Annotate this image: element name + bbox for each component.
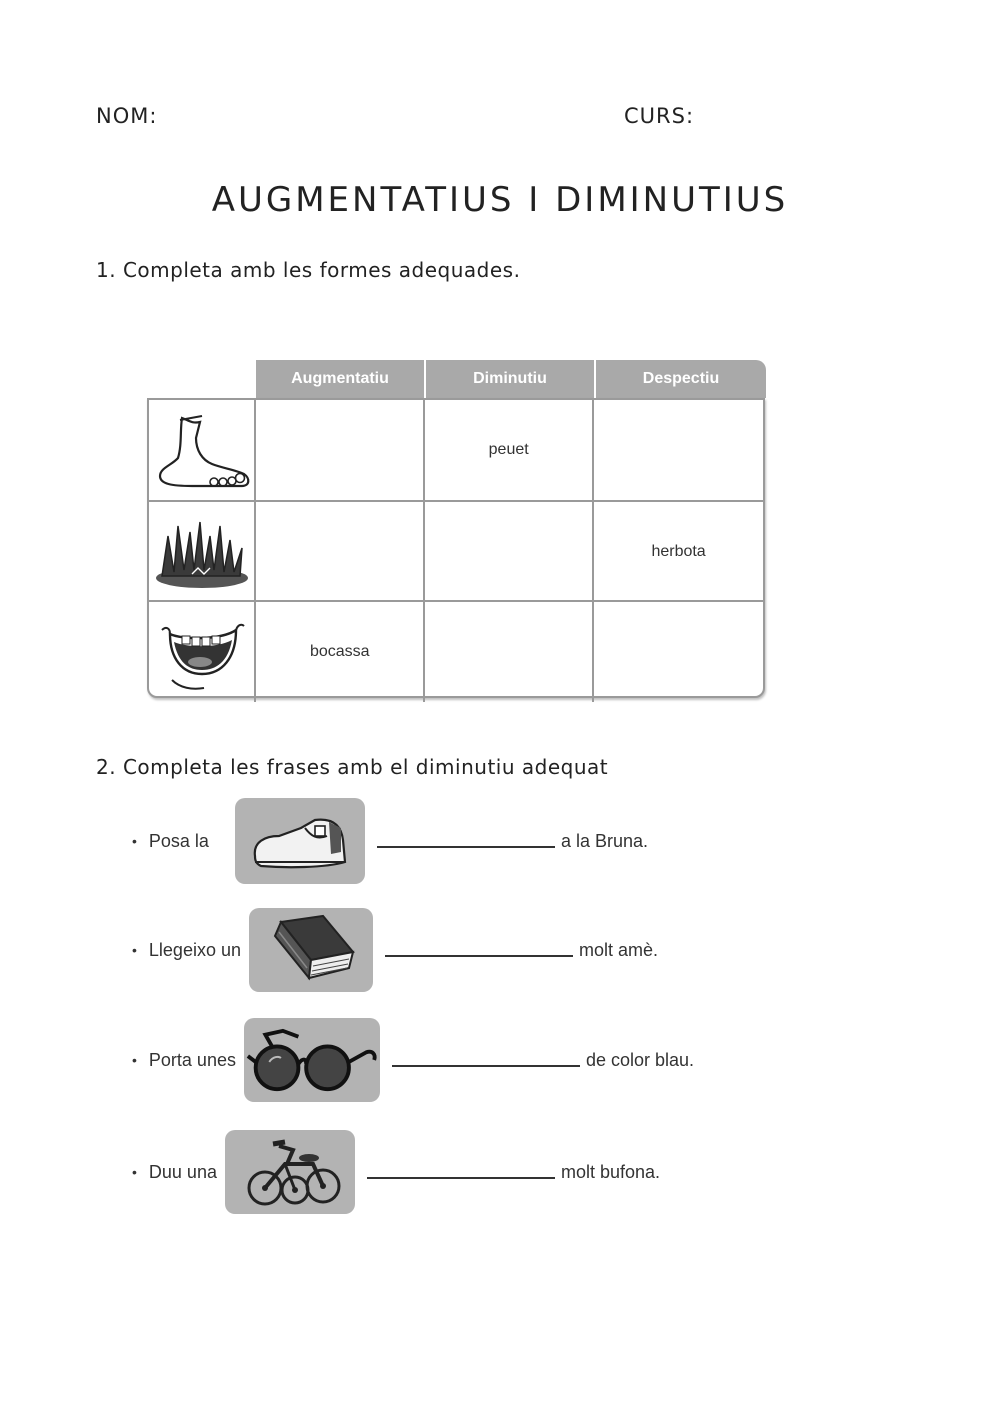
table-cell[interactable] [256, 400, 425, 500]
column-header-augmentatiu: Augmentatiu [256, 360, 426, 398]
sentence-item [132, 798, 648, 884]
sentence-item [132, 908, 658, 992]
table-body [147, 398, 765, 698]
column-header-diminutiu: Diminutiu [426, 360, 596, 398]
forms-table [147, 360, 767, 700]
curs-label: CURS: [624, 104, 695, 128]
table-cell[interactable]: peuet [425, 400, 594, 500]
sentence-after: molt bufona. [560, 1161, 661, 1182]
table-cell[interactable] [594, 400, 763, 500]
sentence-after: a la Bruna. [560, 830, 649, 851]
table-cell[interactable]: herbota [651, 543, 706, 560]
table-cell[interactable]: bocassa [256, 602, 425, 702]
book-icon [249, 908, 373, 992]
column-header-despectiu: Despectiu [642, 370, 720, 387]
table-row [149, 500, 763, 602]
answer-blank[interactable] [392, 1065, 580, 1067]
sentence-item [132, 1018, 694, 1102]
exercise1-instruction: 1. Completa amb les formes adequades. [96, 258, 521, 282]
sentence-after: molt amè. [578, 939, 659, 960]
table-row [149, 600, 763, 702]
glasses-icon [244, 1018, 380, 1102]
answer-blank[interactable] [385, 955, 573, 957]
sentence-before: Duu una [148, 1161, 217, 1182]
grass-icon [149, 502, 256, 602]
answer-blank[interactable] [377, 846, 555, 848]
table-cell[interactable] [425, 602, 594, 702]
mouth-icon [149, 602, 256, 702]
tricycle-icon [225, 1130, 355, 1214]
sentence-item [132, 1130, 660, 1214]
sentence-before: Porta unes [148, 1049, 236, 1070]
table-cell[interactable] [594, 602, 763, 702]
page-title: AUGMENTATIUS I DIMINUTIUS [211, 180, 789, 220]
sentence-after: de color blau. [585, 1049, 695, 1070]
table-header [256, 360, 766, 398]
answer-blank[interactable] [367, 1177, 555, 1179]
table-row [149, 400, 763, 500]
foot-icon [149, 400, 256, 500]
bullet: • [132, 1164, 137, 1180]
bullet: • [132, 942, 137, 958]
bullet: • [132, 833, 137, 849]
sentence-before: Llegeixo un [148, 939, 241, 960]
sentence-before: Posa la [148, 830, 209, 851]
table-cell[interactable] [256, 502, 425, 602]
table-cell[interactable] [425, 502, 594, 602]
exercise2-instruction: 2. Completa les frases amb el diminutiu adequat [96, 755, 609, 779]
nom-label: NOM: [96, 104, 158, 128]
bullet: • [132, 1052, 137, 1068]
shoe-icon [235, 798, 365, 884]
